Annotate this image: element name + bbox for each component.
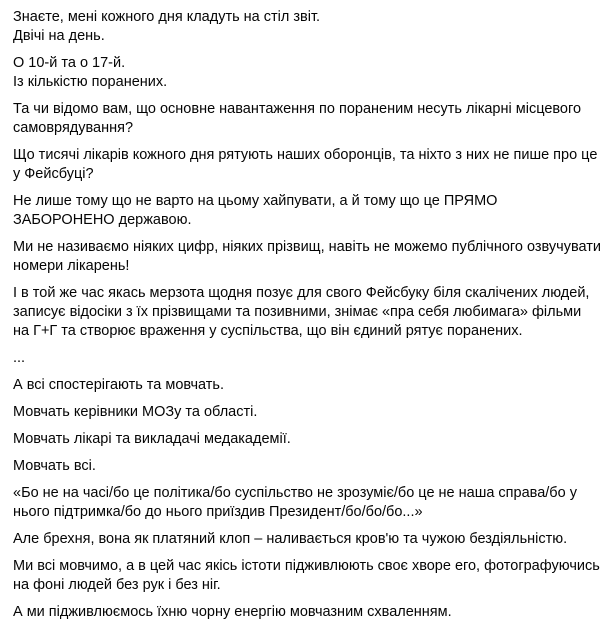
- paragraph-all-silent: А всі спостерігають та мовчать.: [13, 377, 224, 393]
- paragraph-doctors-save: Що тисячі лікарів кожного дня рятують наших оборонців, та ніхто з них не пише про це у Фейсбуці?: [13, 147, 602, 182]
- paragraph-excuses-quote: «Бо не на часі/бо це політика/бо суспільство не зрозуміє/бо це не наша справа/бо у нього підтримка/бо до нього приїздив Президент/бо/бо/бо...»: [13, 485, 581, 520]
- paragraph-no-numbers: Ми не називаємо ніяких цифр, ніяких прізвищ, навіть не можемо публічного озвучувати номери лікарень!: [13, 239, 606, 274]
- paragraph-ellipsis: ...: [13, 350, 26, 366]
- paragraph-heads-silent: Мовчать керівники МОЗу та області.: [13, 404, 258, 420]
- paragraph-silent-approval: А ми підживлюємось їхню чорну енергію мовчазним схваленням.: [13, 604, 452, 620]
- paragraph-report-daily: Знаєте, мені кожного дня кладуть на стіл звіт. Двічі на день.: [13, 9, 321, 44]
- paragraph-report-times: О 10-й та о 17-й. Із кількістю поранених.: [13, 55, 168, 90]
- paragraph-lie-bedbug: Але брехня, вона як платяний клоп – наливається кров'ю та чужою бездіяльністю.: [13, 531, 568, 547]
- paragraph-poser: І в той же час якась мерзота щодня позує для свого Фейсбуку біля скалічених людей, записує відосіки з їх прізвищами та позивними, знімає «пра себя любимага» фільми на Г+Г та створює враження у суспільства, що він єдиний рятує поранених.: [13, 285, 594, 339]
- paragraph-doctors-silent: Мовчать лікарі та викладачі медакадемії.: [13, 431, 291, 447]
- paragraph-local-hospitals: Та чи відомо вам, що основне навантаження по пораненим несуть лікарні місцевого самоврядування?: [13, 101, 586, 136]
- paragraph-forbidden: Не лише тому що не варто на цьому хайпувати, а й тому що це ПРЯМО ЗАБОРОНЕНО державою.: [13, 193, 502, 228]
- paragraph-feed-ego: Ми всі мовчимо, а в цей час якісь істоти підживлюють своє хворе его, фотографуючись на фоні людей без рук і без ніг.: [13, 558, 604, 593]
- paragraph-everyone-silent: Мовчать всі.: [13, 458, 96, 474]
